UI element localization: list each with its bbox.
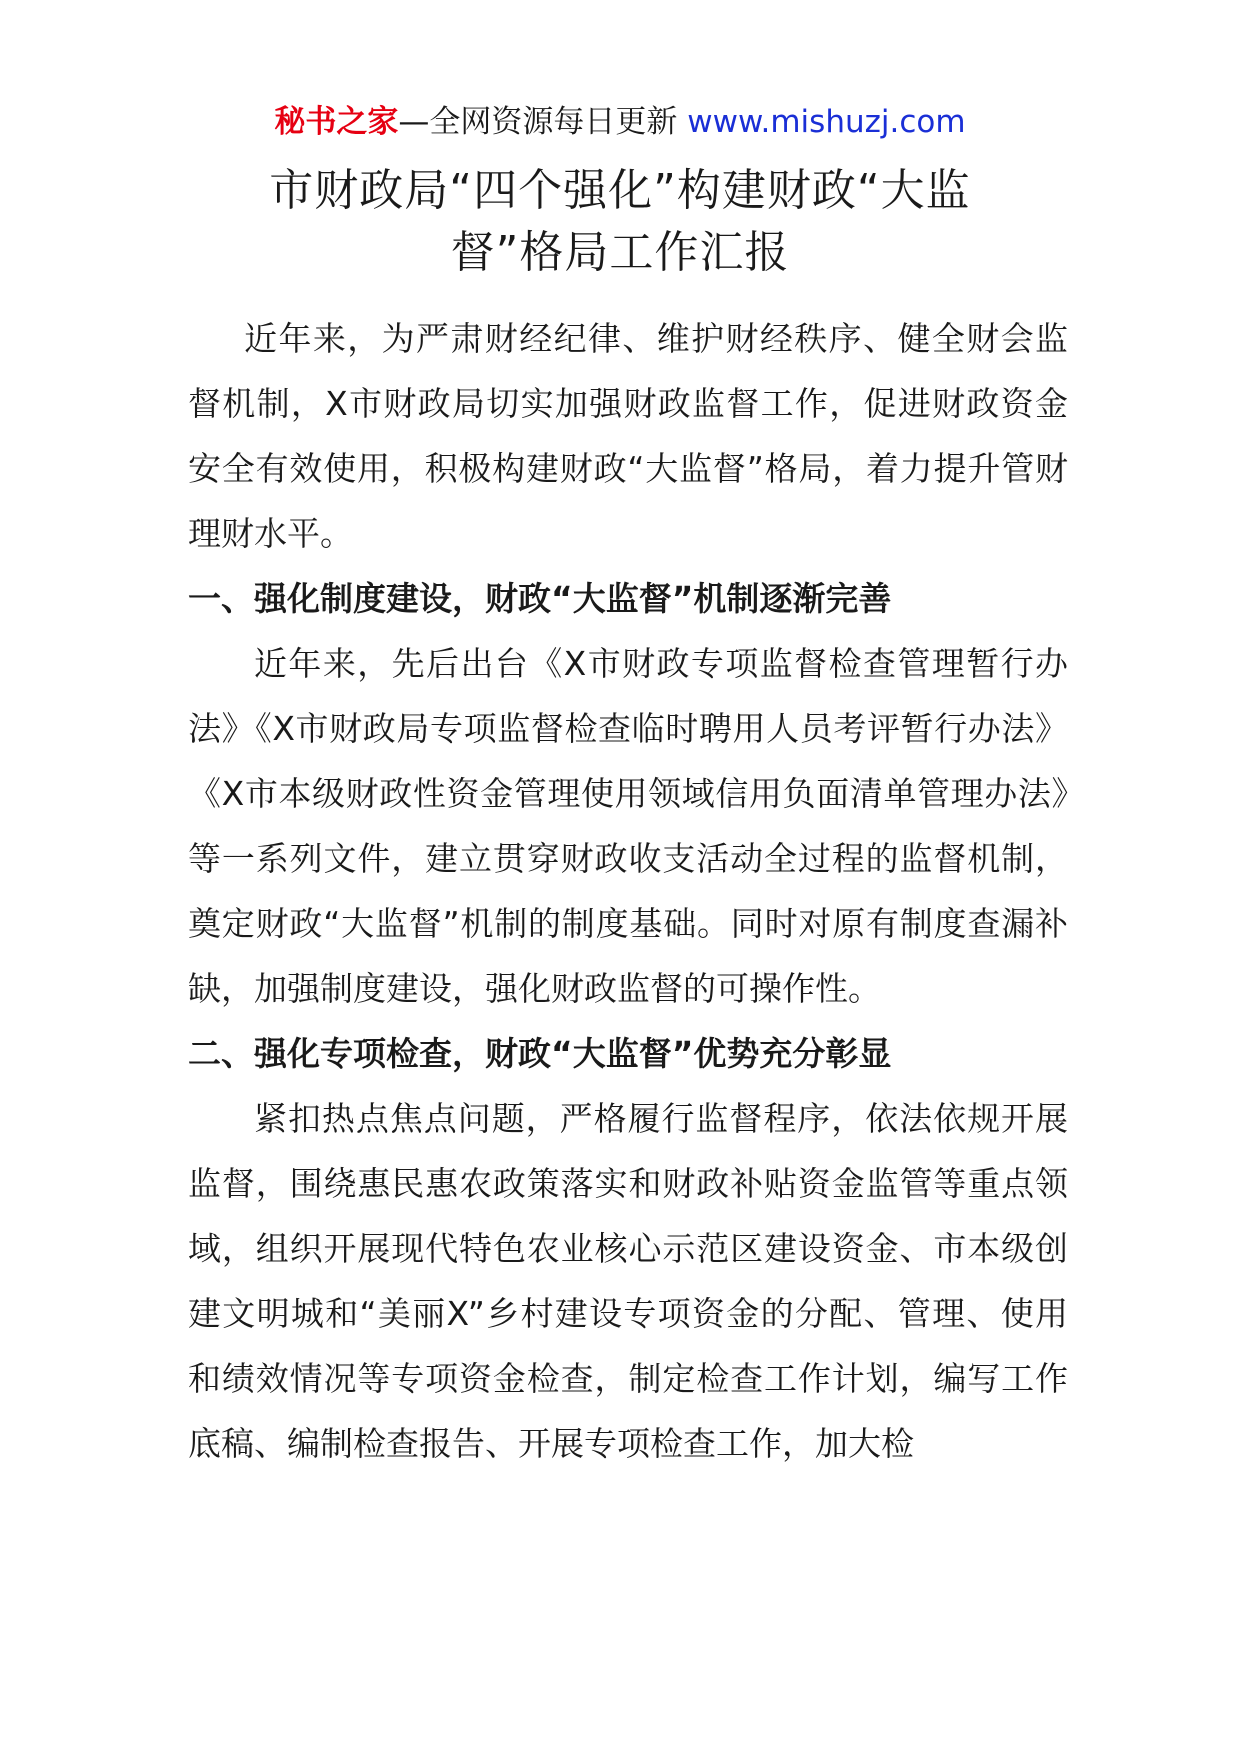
site-tagline: —全网资源每日更新 — [398, 104, 678, 140]
document-title — [180, 160, 1060, 284]
document-body — [188, 306, 1068, 1476]
section-heading-1: 一、强化制度建设，财政“大监督”机制逐渐完善 — [188, 579, 892, 618]
intro-paragraph: 近年来，为严肃财经纪律、维护财经秩序、健全财会监督机制，X市财政局切实加强财政监督工作，促进财政资金安全有效使用，积极构建财政“大监督”格局，着力提升管财理财水平。 — [188, 319, 1068, 553]
section-paragraph-1: 近年来，先后出台《X市财政专项监督检查管理暂行办法》《X市财政局专项监督检查临时聘用人员考评暂行办法》《X市本级财政性资金管理使用领域信用负面清单管理办法》等一系列文件，建立贯穿财政收支活动全过程的监督机制，奠定财政“大监督”机制的制度基础。同时对原有制度查漏补缺，加强制度建设，强化财政监督的可操作性。 — [188, 644, 1068, 1008]
section-paragraph-2: 紧扣热点焦点问题，严格履行监督程序，依法依规开展监督，围绕惠民惠农政策落实和财政补贴资金监管等重点领域，组织开展现代特色农业核心示范区建设资金、市本级创建文明城和“美丽X”乡村建设专项资金的分配、管理、使用和绩效情况等专项资金检查，制定检查工作计划，编写工作底稿、编制检查报告、开展专项检查工作，加大检 — [188, 1099, 1068, 1463]
document-title-line-2: 督”格局工作汇报 — [450, 227, 790, 278]
site-header — [0, 100, 1240, 144]
site-brand: 秘书之家 — [274, 104, 399, 140]
section-heading-2: 二、强化专项检查，财政“大监督”优势充分彰显 — [188, 1034, 892, 1073]
site-url-link[interactable]: www.mishuzj.com — [687, 104, 966, 140]
document-title-line-1: 市财政局“四个强化”构建财政“大监 — [269, 165, 971, 216]
